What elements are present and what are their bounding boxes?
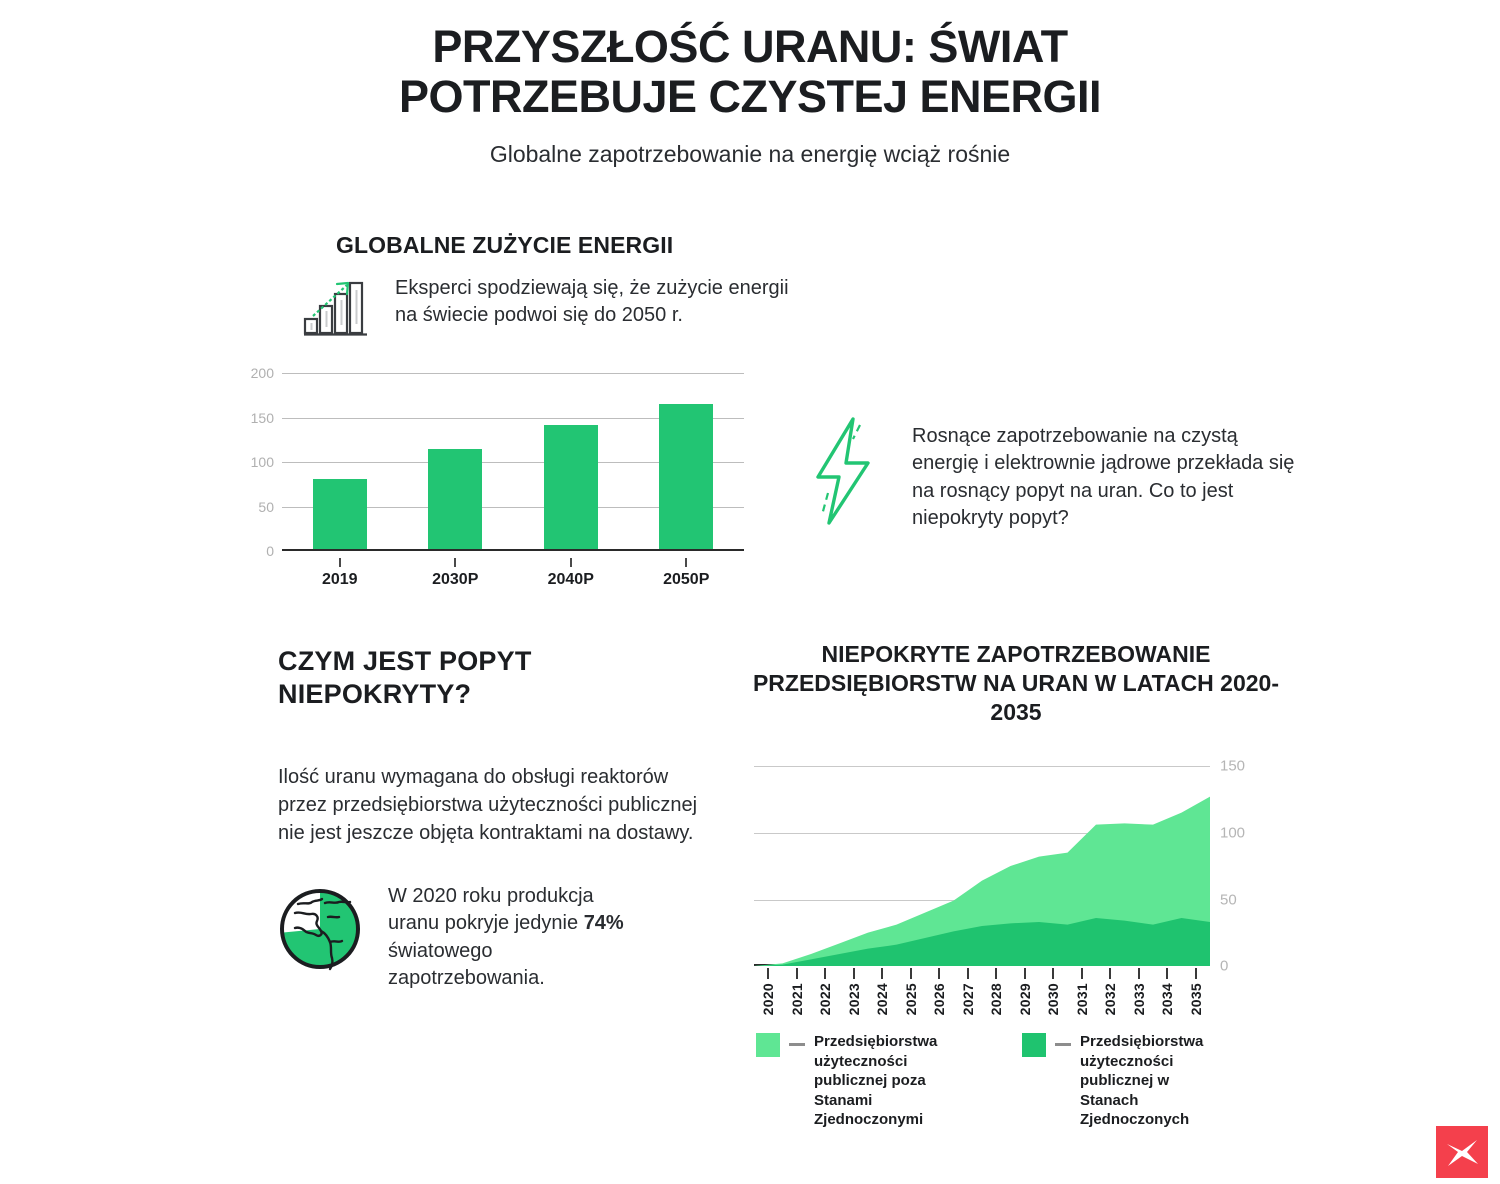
x-logo[interactable] [1436, 1126, 1488, 1178]
chart-uncovered-uranium-demand [736, 640, 1296, 1128]
area-chart-title: NIEPOKRYTE ZAPOTRZEBOWANIE PRZEDSIĘBIORSTW NA URAN W LATACH 2020-2035 [752, 641, 1280, 725]
x-tick [853, 968, 855, 979]
x-tick-label: 2040P [547, 571, 594, 588]
x-axis-cell [398, 553, 514, 595]
x-tick [454, 558, 456, 567]
x-tick-label: 2050P [663, 571, 710, 588]
bar-chart-plot-area [250, 365, 744, 559]
legend-dash-icon [1055, 1043, 1071, 1046]
x-tick [767, 968, 769, 979]
x-tick-label: 2020 [760, 983, 777, 1016]
y-tick-label: 100 [250, 454, 274, 470]
x-tick [910, 968, 912, 979]
legend-item-outside-us[interactable] [756, 1032, 964, 1130]
x-tick [685, 558, 687, 567]
uncovered-demand-body: Ilość uranu wymagana do obsługi reaktorów przez przedsiębiorstwa użyteczności publicznej nie jest jeszcze objęta kontraktami na dostawy. [278, 765, 698, 844]
area-chart-series [754, 766, 1210, 966]
x-tick [1081, 968, 1083, 979]
legend-label: Przedsiębiorstwa użyteczności publicznej w Stanach Zjednoczonych [1080, 1033, 1204, 1128]
y-tick-label: 50 [258, 498, 274, 515]
y-tick-label: 150 [250, 409, 274, 426]
clean-energy-note [812, 415, 1302, 533]
x-tick-label: 2019 [321, 571, 358, 588]
clean-energy-note-text: Rosnące zapotrzebowanie na czystą energię i elektrownie jądrowe przekłada się na rosnący popyt na uran. Co to jest niepokryty popyt? [912, 425, 1295, 530]
x-axis-cell [629, 553, 745, 595]
bar-chart-baseline [282, 549, 744, 551]
globe-text-pre: W 2020 roku produkcja uranu pokryje jedynie [388, 884, 594, 935]
x-tick [570, 558, 572, 567]
x-tick [1109, 968, 1111, 979]
x-tick-label: 2035 [1187, 983, 1204, 1016]
x-tick-label: 2030P [432, 571, 479, 588]
legend-label: Przedsiębiorstwa użyteczności publicznej poza Stanami Zjednoczonymi [814, 1033, 938, 1128]
x-tick-label: 2029 [1016, 983, 1033, 1016]
x-logo-icon [1436, 1126, 1488, 1178]
bar-column [398, 373, 514, 549]
bar-chart-bars [282, 373, 744, 549]
uranium-production-note [278, 883, 698, 993]
x-tick [796, 968, 798, 979]
x-axis-cell [513, 553, 629, 595]
global-energy-note [303, 275, 815, 337]
chart-global-energy-consumption [232, 365, 762, 595]
lightning-bolt-icon [812, 415, 876, 527]
globe-americas-icon [278, 887, 362, 971]
x-tick [967, 968, 969, 979]
section-heading-uncovered-demand [278, 645, 698, 711]
x-tick-label: 2028 [988, 983, 1005, 1016]
bar [544, 425, 598, 549]
bar-column [282, 373, 398, 549]
x-tick-label: 2033 [1130, 983, 1147, 1016]
area-chart [736, 757, 1256, 1016]
x-tick [1166, 968, 1168, 979]
x-tick [938, 968, 940, 979]
x-tick-label: 2023 [845, 983, 862, 1016]
y-tick-label: 150 [1220, 757, 1246, 775]
y-tick-label: 100 [1220, 824, 1246, 842]
y-tick-label: 50 [1220, 891, 1237, 909]
infographic-header [0, 0, 1500, 168]
uncovered-demand-heading-line1: CZYM JEST POPYT [278, 646, 532, 676]
section-heading-global-energy: GLOBALNE ZUŻYCIE ENERGII [336, 232, 674, 258]
x-tick-label: 2022 [817, 983, 834, 1016]
legend-dash-icon [789, 1043, 805, 1046]
x-tick-label: 2021 [788, 983, 805, 1016]
y-tick-label: 0 [1220, 957, 1229, 975]
legend-swatch [1022, 1033, 1046, 1057]
legend-item-in-us[interactable] [1022, 1032, 1230, 1130]
bar [428, 449, 482, 549]
uranium-production-note-text [388, 883, 648, 993]
x-tick-label: 2024 [874, 983, 891, 1016]
x-tick-label: 2030 [1045, 983, 1062, 1016]
page-title-line1: PRZYSZŁOŚĆ URANU: ŚWIAT [432, 21, 1068, 72]
x-tick [1024, 968, 1026, 979]
area-chart-plot-area [754, 757, 1246, 975]
y-tick-label: 0 [266, 543, 274, 559]
x-axis-cell [282, 553, 398, 595]
x-tick [824, 968, 826, 979]
globe-text-percent: 74% [583, 912, 624, 935]
x-tick-label: 2027 [959, 983, 976, 1016]
x-tick [1052, 968, 1054, 979]
y-tick-label: 200 [250, 365, 274, 381]
page-title-line2: POTRZEBUJE CZYSTEJ ENERGII [398, 71, 1102, 123]
bar-column [513, 373, 629, 549]
x-tick-label: 2034 [1159, 983, 1176, 1016]
bar-chart-growth-icon [303, 279, 369, 337]
bar-column [629, 373, 745, 549]
x-tick-label: 2026 [931, 983, 948, 1016]
x-tick [995, 968, 997, 979]
globe-text-post: światowego zapotrzebowania. [388, 939, 545, 990]
section-uncovered-demand [278, 645, 698, 992]
uncovered-demand-heading-line2: NIEPOKRYTY? [278, 678, 472, 709]
area-chart-legend [756, 1032, 1276, 1130]
x-tick [881, 968, 883, 979]
legend-swatch [756, 1033, 780, 1057]
x-tick-label: 2032 [1102, 983, 1119, 1016]
global-energy-note-text: Eksperci spodziewają się, że zużycie energii na świecie podwoi się do 2050 r. [395, 277, 789, 327]
page-subtitle: Globalne zapotrzebowanie na energię wciąż rośnie [489, 140, 1011, 167]
x-tick [339, 558, 341, 567]
x-tick [1195, 968, 1197, 979]
page-title [200, 22, 1300, 123]
bar [313, 479, 367, 549]
x-tick-label: 2031 [1073, 983, 1090, 1016]
bar-chart-x-axis [282, 553, 744, 595]
x-tick [1138, 968, 1140, 979]
x-tick-label: 2025 [902, 983, 919, 1016]
section-global-energy [0, 225, 1500, 625]
bar [659, 404, 713, 549]
